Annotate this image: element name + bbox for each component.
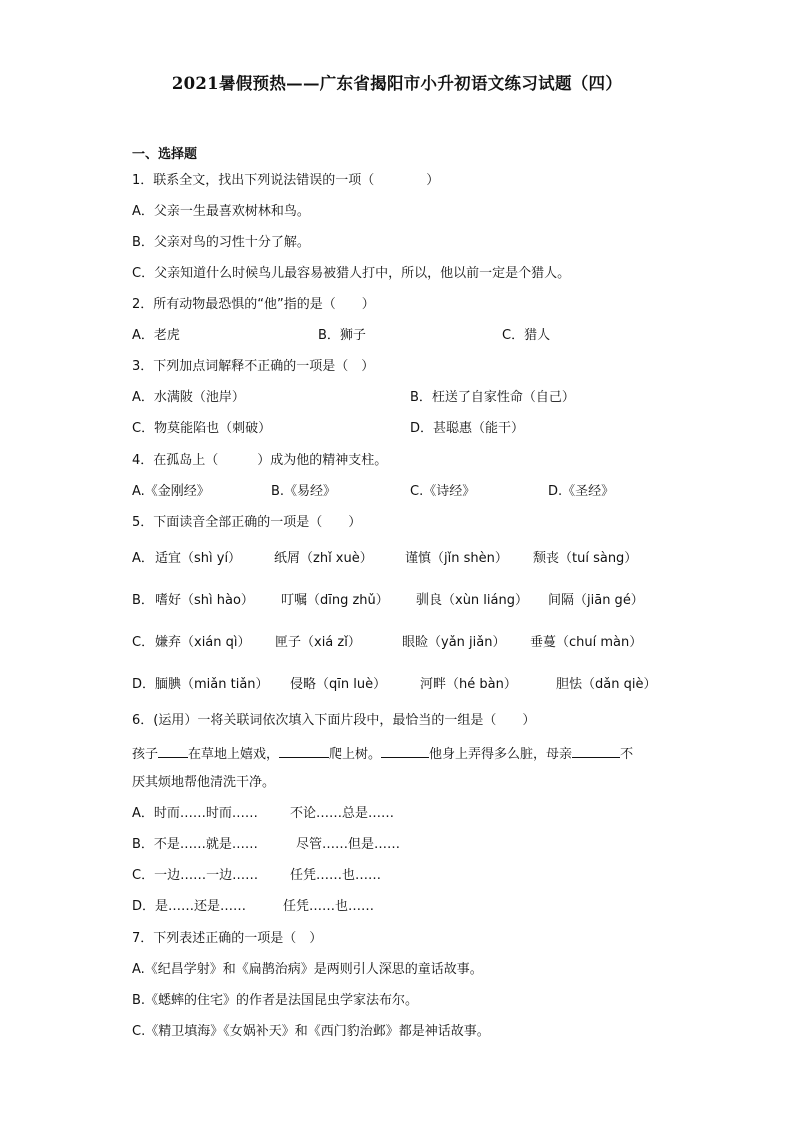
pinyin-item: 纸屑（zhǐ xuè） (274, 551, 373, 566)
passage-text: 在草地上嬉戏， (188, 747, 280, 762)
pinyin-item: 匣子（xiá zǐ） (275, 635, 361, 650)
pinyin-item: 眼睑（yǎn jiǎn） (402, 635, 506, 650)
question-6-option-a: A．时而……时而…… (132, 806, 258, 821)
question-6-option-d: D．是……还是…… (132, 899, 247, 914)
question-6-passage-line-2: 厌其烦地帮他清洗干净。 (132, 775, 276, 790)
question-6-option-b-part-2: 尽管……但是…… (296, 837, 401, 852)
pinyin-item: 适宜（shì yí） (155, 551, 242, 566)
question-5-row-label: C． (132, 635, 155, 650)
pinyin-item: 侵略（qīn luè） (290, 677, 387, 692)
question-6-passage-line-1 (132, 743, 633, 764)
page-title: 2021暑假预热——广东省揭阳市小升初语文练习试题（四） (171, 74, 623, 93)
pinyin-item: 间隔（jiān gé） (548, 593, 644, 608)
question-7-option-a: A.《纪昌学射》和《扁鹊治病》是两则引人深思的童话故事。 (132, 962, 483, 977)
passage-text: 孩子 (132, 747, 159, 762)
question-4-option-c: C.《诗经》 (410, 484, 476, 499)
section-heading: 一、选择题 (132, 147, 198, 162)
question-4-stem: 4．在孤岛上（ ）成为他的精神支柱。 (132, 453, 388, 468)
question-1-stem: 1．联系全文，找出下列说法错误的一项（ ） (132, 173, 440, 188)
pinyin-item: 垂蔓（chuí màn） (530, 635, 643, 650)
pinyin-item: 河畔（hé bàn） (420, 677, 517, 692)
question-4-option-b: B.《易经》 (271, 484, 337, 499)
fill-blank (158, 743, 188, 758)
question-2-stem: 2．所有动物最恐惧的“他”指的是（ ） (132, 297, 375, 312)
pinyin-item: 嗜好（shì hào） (155, 593, 254, 608)
question-7-option-c: C.《精卫填海》《女娲补天》和《西门豹治邺》都是神话故事。 (132, 1024, 490, 1039)
question-3-option-b: B．枉送了自家性命（自己） (410, 390, 575, 405)
question-6-option-c-part-2: 任凭……也…… (290, 868, 382, 883)
fill-blank (381, 743, 429, 758)
question-6-option-c: C．一边……一边…… (132, 868, 259, 883)
question-5-stem: 5．下面读音全部正确的一项是（ ） (132, 515, 362, 530)
question-1-option-c: C．父亲知道什么时候鸟儿最容易被猎人打中，所以，他以前一定是个猎人。 (132, 266, 571, 281)
question-6-option-a-part-2: 不论……总是…… (290, 806, 395, 821)
pinyin-item: 颓丧（tuí sàng） (533, 551, 638, 566)
question-7-option-b: B.《蟋蟀的住宅》的作者是法国昆虫学家法布尔。 (132, 993, 419, 1008)
question-6-stem: 6．(运用）一将关联词依次填入下面片段中，最恰当的一组是（ ） (132, 713, 536, 728)
pinyin-item: 谨慎（jǐn shèn） (405, 551, 508, 566)
question-6-option-d-part-2: 任凭……也…… (283, 899, 375, 914)
question-3-stem: 3．下列加点词解释不正确的一项是（ ） (132, 359, 375, 374)
question-6-option-b: B．不是……就是…… (132, 837, 258, 852)
question-5-row-label: B． (132, 593, 154, 608)
passage-text: 不 (620, 747, 634, 762)
question-4-option-a: A.《金刚经》 (132, 484, 210, 499)
pinyin-item: 叮嘱（dīng zhǔ） (281, 593, 389, 608)
pinyin-item: 嫌弃（xián qì） (155, 635, 251, 650)
question-5-row-label: D． (132, 677, 156, 692)
fill-blank (572, 743, 620, 758)
pinyin-item: 胆怯（dǎn qiè） (556, 677, 657, 692)
pinyin-item: 驯良（xùn liáng） (416, 593, 528, 608)
question-2-option-a: A．老虎 (132, 328, 180, 343)
question-3-option-a: A．水满陂（池岸） (132, 390, 245, 405)
question-5-row-label: A． (132, 551, 154, 566)
question-1-option-b: B．父亲对鸟的习性十分了解。 (132, 235, 310, 250)
question-3-option-d: D．甚聪惠（能干） (410, 421, 525, 436)
question-1-option-a: A．父亲一生最喜欢树林和鸟。 (132, 204, 310, 219)
passage-text: 他身上弄得多么脏，母亲 (429, 747, 573, 762)
question-2-option-b: B．狮子 (318, 328, 366, 343)
question-7-stem: 7．下列表述正确的一项是（ ） (132, 931, 323, 946)
question-2-option-c: C．猎人 (502, 328, 551, 343)
pinyin-item: 腼腆（miǎn tiǎn） (155, 677, 269, 692)
question-3-option-c: C．物莫能陷也（刺破） (132, 421, 272, 436)
question-4-option-d: D.《圣经》 (548, 484, 615, 499)
fill-blank (279, 743, 329, 758)
passage-text: 爬上树。 (329, 747, 382, 762)
